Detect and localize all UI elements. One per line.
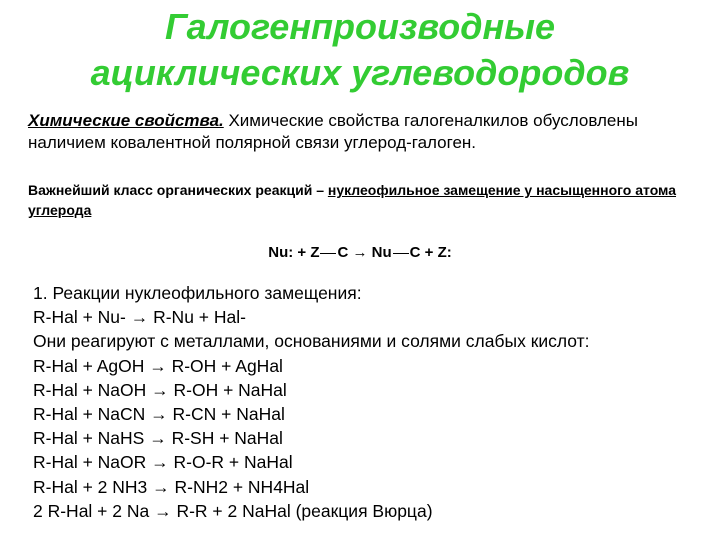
intro-paragraph xyxy=(28,110,708,154)
intro-text: Химические свойства галогеналкилов обусловлены наличием ковалентной полярной связи углерод-галоген. xyxy=(28,111,638,152)
title-line-2: ациклических углеводородов xyxy=(90,52,630,93)
bond-line xyxy=(320,253,336,254)
arrow-icon: → xyxy=(352,244,368,261)
bond-line xyxy=(393,253,409,254)
list-item: 2 R-Hal + 2 Na → R-R + 2 NaHal (реакция Вюрца) xyxy=(33,500,433,521)
title-line-1: Галогенпроизводные xyxy=(164,6,555,47)
list-item: Они реагируют с металлами, основаниями и солями слабых кислот: xyxy=(33,331,590,352)
reaction-list xyxy=(33,281,713,523)
list-item: R-Hal + NaCN → R-CN + NaHal xyxy=(33,404,285,425)
list-item: 1. Реакции нуклеофильного замещения: xyxy=(33,283,362,303)
scheme-part-4: C + Z: xyxy=(409,244,452,261)
list-item: R-Hal + NaHS → R-SH + NaHal xyxy=(33,428,283,449)
scheme-part-3: Nu xyxy=(371,244,392,261)
important-prefix: Важнейший класс органических реакций – xyxy=(28,182,328,198)
reaction-scheme xyxy=(0,244,720,261)
list-item: R-Hal + 2 NH3 → R-NH2 + NH4Hal xyxy=(33,476,310,497)
intro-lead: Химические свойства. xyxy=(28,111,224,130)
scheme-part-1: Nu: + Z xyxy=(268,244,320,261)
slide-title xyxy=(0,4,720,96)
list-item: R-Hal + Nu- → R-Nu + Hal- xyxy=(33,307,246,328)
important-paragraph xyxy=(28,180,708,220)
scheme-part-2: C xyxy=(337,244,349,261)
important-underlined: нуклеофильное замещение у насыщенного атома углерода xyxy=(28,182,677,218)
list-item: R-Hal + NaOR → R-O-R + NaHal xyxy=(33,452,293,473)
list-item: R-Hal + AgOH → R-OH + AgHal xyxy=(33,355,283,376)
list-item: R-Hal + NaOH → R-OH + NaHal xyxy=(33,379,287,400)
